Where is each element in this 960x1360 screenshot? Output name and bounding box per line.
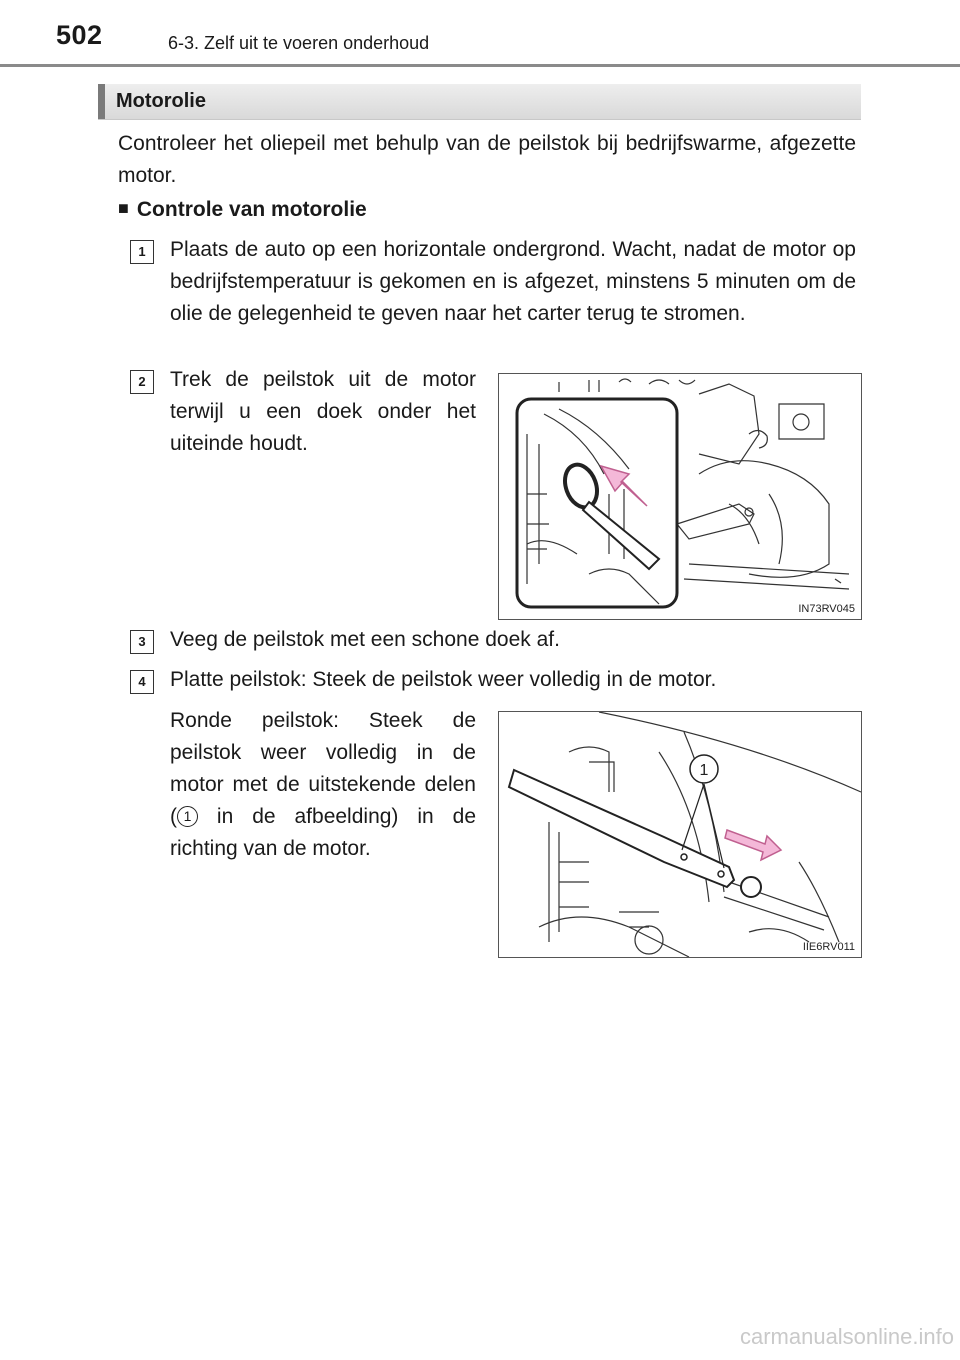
figure-dipstick-removal: [498, 373, 862, 620]
figure-code: IN73RV045: [798, 603, 855, 615]
insert-direction-arrow: [725, 830, 781, 860]
figure-code: IIE6RV011: [802, 941, 855, 953]
flat-dipstick: [509, 770, 734, 887]
running-header: 6-3. Zelf uit te voeren onderhoud: [168, 33, 430, 53]
dipstick-removal-illustration: [499, 374, 861, 619]
step-text-4: Platte peilstok: Steek de peilstok weer volledig in de motor.: [170, 668, 717, 691]
intro-paragraph: Controleer het oliepeil met behulp van de peilstok bij bedrijfswarme, afgezette motor.: [118, 132, 856, 187]
section-bar: [98, 84, 861, 120]
section-title: Motorolie: [116, 90, 206, 112]
engine-port: [741, 877, 761, 897]
page-number: 502: [56, 20, 103, 50]
header-rule: [0, 64, 960, 67]
circled-marker-1: 1: [177, 806, 198, 827]
step-4-round-text: [170, 705, 476, 865]
step-number-2: 2: [130, 370, 154, 394]
subsection-heading: [118, 198, 367, 222]
step-number-1: 1: [130, 240, 154, 264]
step-number-3: 3: [130, 630, 154, 654]
figure-dipstick-insertion: [498, 711, 862, 958]
round-text-before: Ronde peilstok: Steek de peilstok weer volledig in de motor met de uitstekende delen (: [170, 709, 476, 828]
site-watermark: carmanualsonline.info: [739, 1324, 954, 1349]
step-number-4: 4: [130, 670, 154, 694]
callout-number: 1: [699, 762, 709, 779]
round-text-after: in de afbeelding) in de richting van de motor.: [170, 805, 476, 860]
inset-detail-frame: [517, 399, 677, 607]
step-text-2: Trek de peilstok uit de motor terwijl u een doek onder het uiteinde houdt.: [170, 368, 476, 455]
step-text-3: Veeg de peilstok met een schone doek af.: [170, 628, 560, 651]
square-bullet-icon: ■: [118, 198, 129, 218]
step-text-1: Plaats de auto op een horizontale ondergrond. Wacht, nadat de motor op bedrijfstemperatuur is gekomen en is afgezet, minstens 5 minuten om de olie de gelegenheid te geven naar het carter terug te stromen.: [170, 238, 856, 325]
subsection-title: Controle van motorolie: [136, 198, 367, 221]
dipstick-insertion-illustration: [499, 712, 861, 957]
